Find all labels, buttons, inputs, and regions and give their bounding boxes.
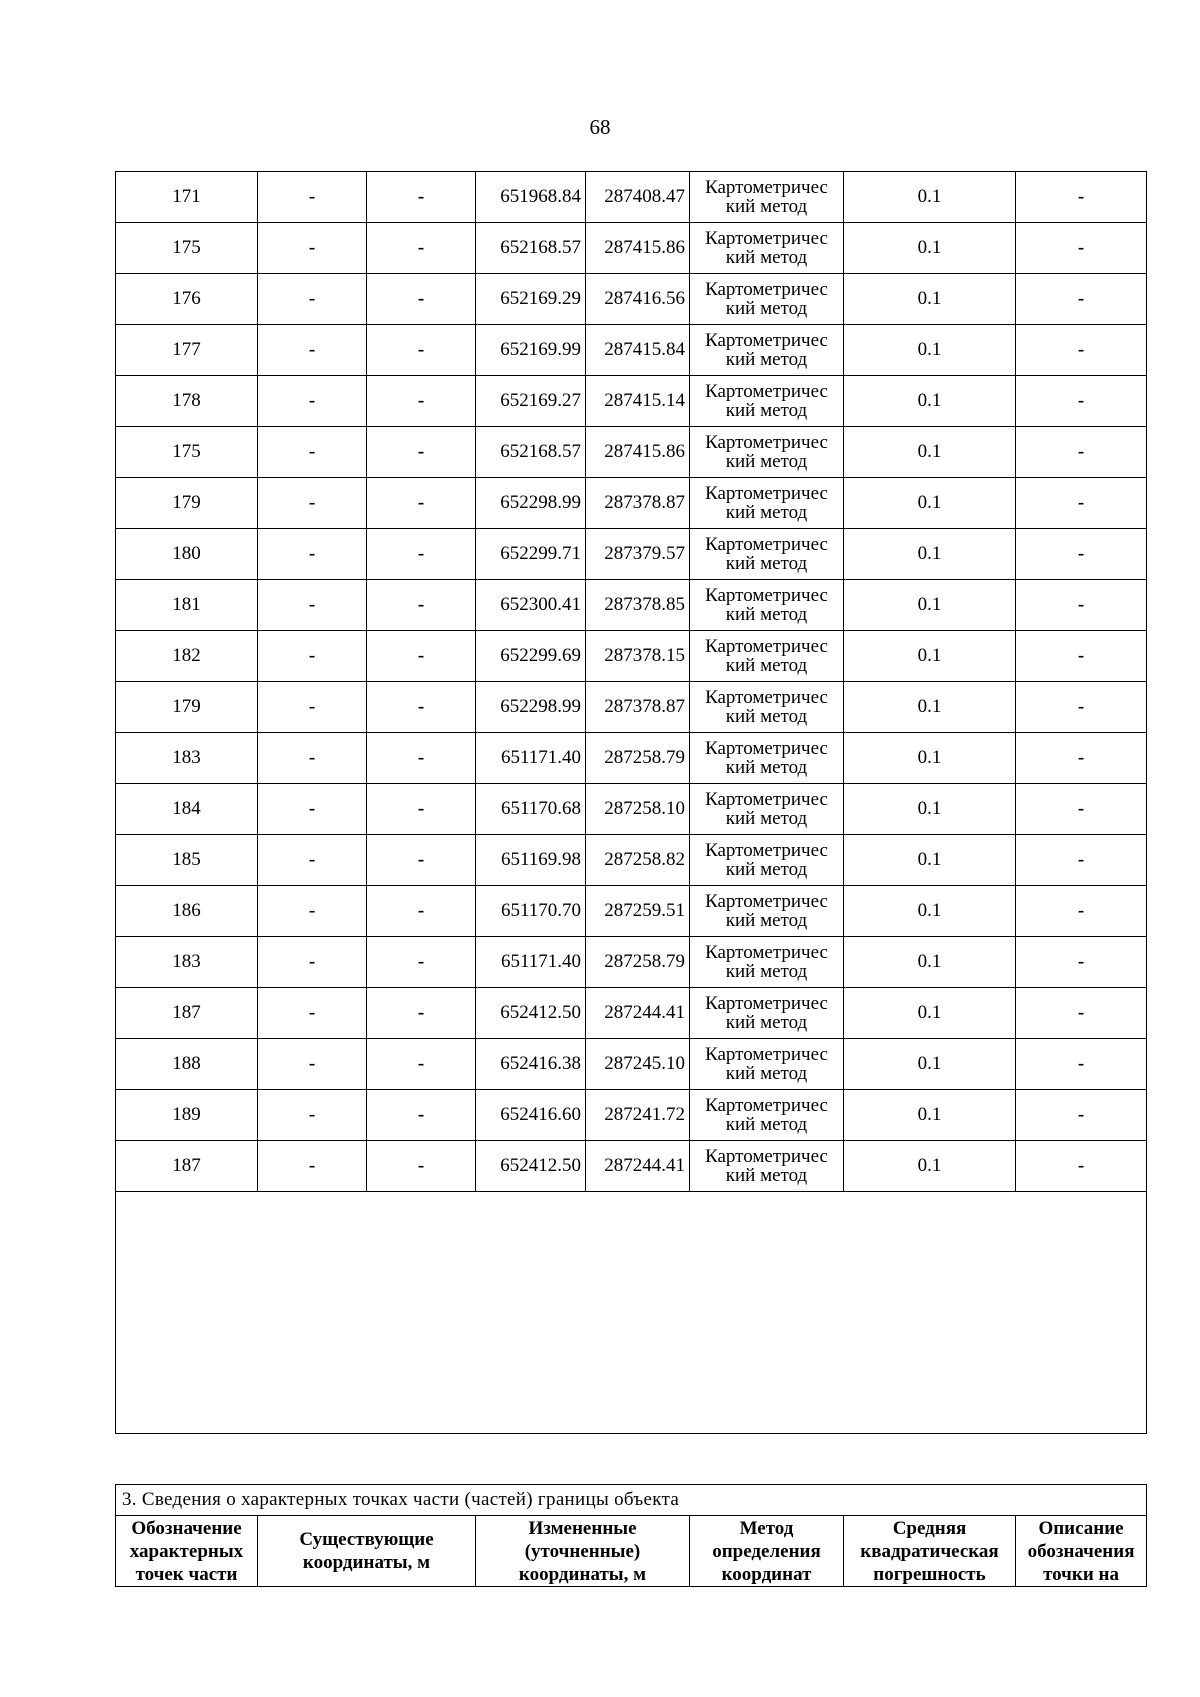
method-cell [690, 733, 844, 784]
description-cell: - [1016, 172, 1147, 223]
existing-y-cell: - [367, 325, 476, 376]
description-cell: - [1016, 1090, 1147, 1141]
existing-x-cell: - [258, 172, 367, 223]
description-cell: - [1016, 631, 1147, 682]
new-y-cell: 287258.82 [586, 835, 690, 886]
point-number-cell: 175 [116, 223, 258, 274]
method-cell [690, 784, 844, 835]
method-line: кий метод [725, 808, 808, 829]
method-cell [690, 529, 844, 580]
existing-x-cell: - [258, 478, 367, 529]
new-x-cell: 651171.40 [476, 937, 586, 988]
new-y-cell: 287415.86 [586, 427, 690, 478]
table-row [116, 223, 1147, 274]
method-cell [690, 325, 844, 376]
existing-y-cell: - [367, 478, 476, 529]
method-line: Картометричес [705, 585, 828, 606]
method-line: Картометричес [705, 1146, 828, 1167]
error-cell: 0.1 [844, 784, 1016, 835]
header-line: точек части [135, 1563, 238, 1585]
description-cell: - [1016, 988, 1147, 1039]
description-cell: - [1016, 223, 1147, 274]
new-x-cell: 652298.99 [476, 478, 586, 529]
header-line: координаты, м [302, 1552, 431, 1573]
description-cell: - [1016, 580, 1147, 631]
existing-x-cell: - [258, 1039, 367, 1090]
existing-y-cell: - [367, 223, 476, 274]
method-cell [690, 580, 844, 631]
method-line: кий метод [725, 349, 808, 370]
method-line: кий метод [725, 196, 808, 217]
method-cell [690, 427, 844, 478]
blank-area-row [116, 1192, 1147, 1434]
description-cell: - [1016, 886, 1147, 937]
section3-header-cell [690, 1516, 844, 1587]
method-cell [690, 682, 844, 733]
header-line: Существующие [299, 1529, 434, 1550]
existing-y-cell: - [367, 886, 476, 937]
method-line: Картометричес [705, 789, 828, 810]
header-line: координаты, м [518, 1563, 647, 1585]
existing-x-cell: - [258, 1141, 367, 1192]
method-line: Картометричес [705, 891, 828, 912]
table-row [116, 631, 1147, 682]
method-cell [690, 478, 844, 529]
method-cell [690, 937, 844, 988]
method-line: Картометричес [705, 993, 828, 1014]
new-x-cell: 651169.98 [476, 835, 586, 886]
method-cell [690, 886, 844, 937]
existing-y-cell: - [367, 1039, 476, 1090]
error-cell: 0.1 [844, 988, 1016, 1039]
error-cell: 0.1 [844, 325, 1016, 376]
method-cell [690, 223, 844, 274]
table-row [116, 580, 1147, 631]
points-table-body [116, 172, 1147, 1434]
header-line: Обозначение [131, 1517, 242, 1539]
new-y-cell: 287378.87 [586, 478, 690, 529]
method-line: Картометричес [705, 1044, 828, 1065]
error-cell: 0.1 [844, 580, 1016, 631]
method-line: кий метод [725, 1165, 808, 1186]
description-cell: - [1016, 1039, 1147, 1090]
new-y-cell: 287378.87 [586, 682, 690, 733]
new-y-cell: 287415.84 [586, 325, 690, 376]
new-x-cell: 652169.99 [476, 325, 586, 376]
new-x-cell: 652416.60 [476, 1090, 586, 1141]
existing-y-cell: - [367, 682, 476, 733]
new-x-cell: 651171.40 [476, 733, 586, 784]
point-number-cell: 186 [116, 886, 258, 937]
new-y-cell: 287378.15 [586, 631, 690, 682]
method-line: кий метод [725, 757, 808, 778]
table-row [116, 784, 1147, 835]
point-number-cell: 175 [116, 427, 258, 478]
error-cell: 0.1 [844, 1039, 1016, 1090]
error-cell: 0.1 [844, 274, 1016, 325]
method-line: кий метод [725, 553, 808, 574]
error-cell: 0.1 [844, 631, 1016, 682]
new-y-cell: 287258.10 [586, 784, 690, 835]
point-number-cell: 179 [116, 682, 258, 733]
new-x-cell: 652412.50 [476, 1141, 586, 1192]
new-x-cell: 652300.41 [476, 580, 586, 631]
header-line: обозначения [1027, 1540, 1135, 1562]
header-line: точки на [1043, 1563, 1119, 1585]
point-number-cell: 181 [116, 580, 258, 631]
section3-header-cell [844, 1516, 1016, 1587]
existing-x-cell: - [258, 733, 367, 784]
page-number: 68 [589, 115, 611, 139]
method-cell [690, 1090, 844, 1141]
existing-y-cell: - [367, 733, 476, 784]
existing-x-cell: - [258, 580, 367, 631]
description-cell: - [1016, 325, 1147, 376]
method-line: Картометричес [705, 432, 828, 453]
method-line: кий метод [725, 859, 808, 880]
existing-x-cell: - [258, 274, 367, 325]
existing-x-cell: - [258, 886, 367, 937]
existing-x-cell: - [258, 631, 367, 682]
new-x-cell: 652169.29 [476, 274, 586, 325]
existing-y-cell: - [367, 376, 476, 427]
existing-x-cell: - [258, 835, 367, 886]
table-row [116, 886, 1147, 937]
existing-y-cell: - [367, 427, 476, 478]
new-y-cell: 287259.51 [586, 886, 690, 937]
new-x-cell: 652298.99 [476, 682, 586, 733]
method-line: кий метод [725, 706, 808, 727]
existing-y-cell: - [367, 1141, 476, 1192]
point-number-cell: 179 [116, 478, 258, 529]
point-number-cell: 171 [116, 172, 258, 223]
method-line: Картометричес [705, 840, 828, 861]
new-x-cell: 652412.50 [476, 988, 586, 1039]
method-line: Картометричес [705, 1095, 828, 1116]
new-y-cell: 287244.41 [586, 988, 690, 1039]
new-y-cell: 287245.10 [586, 1039, 690, 1090]
description-cell: - [1016, 274, 1147, 325]
description-cell: - [1016, 937, 1147, 988]
method-cell [690, 1039, 844, 1090]
error-cell: 0.1 [844, 376, 1016, 427]
header-line: погрешность [873, 1563, 986, 1585]
header-line: Средняя [892, 1517, 967, 1539]
blank-area [116, 1192, 1147, 1434]
new-y-cell: 287258.79 [586, 937, 690, 988]
method-line: Картометричес [705, 279, 828, 300]
new-x-cell: 652299.69 [476, 631, 586, 682]
method-line: Картометричес [705, 687, 828, 708]
new-y-cell: 287241.72 [586, 1090, 690, 1141]
method-line: кий метод [725, 910, 808, 931]
existing-y-cell: - [367, 631, 476, 682]
existing-x-cell: - [258, 223, 367, 274]
error-cell: 0.1 [844, 835, 1016, 886]
table-row [116, 1090, 1147, 1141]
method-line: кий метод [725, 1063, 808, 1084]
description-cell: - [1016, 427, 1147, 478]
point-number-cell: 184 [116, 784, 258, 835]
table-row [116, 274, 1147, 325]
method-cell [690, 274, 844, 325]
error-cell: 0.1 [844, 937, 1016, 988]
existing-y-cell: - [367, 1090, 476, 1141]
header-line: (уточненные) [524, 1540, 641, 1562]
section3-header-cell [476, 1516, 690, 1587]
method-line: кий метод [725, 604, 808, 625]
point-number-cell: 189 [116, 1090, 258, 1141]
table-row [116, 1141, 1147, 1192]
description-cell: - [1016, 376, 1147, 427]
point-number-cell: 187 [116, 988, 258, 1039]
method-line: кий метод [725, 655, 808, 676]
point-number-cell: 185 [116, 835, 258, 886]
new-y-cell: 287415.86 [586, 223, 690, 274]
point-number-cell: 183 [116, 937, 258, 988]
new-y-cell: 287379.57 [586, 529, 690, 580]
section3-header-cell [1016, 1516, 1147, 1587]
table-row [116, 172, 1147, 223]
table-row [116, 529, 1147, 580]
table-row [116, 427, 1147, 478]
table-row [116, 835, 1147, 886]
error-cell: 0.1 [844, 223, 1016, 274]
section3-header-cell [258, 1516, 476, 1587]
error-cell: 0.1 [844, 682, 1016, 733]
section3-header-row [116, 1516, 1147, 1587]
method-line: Картометричес [705, 330, 828, 351]
existing-x-cell: - [258, 1090, 367, 1141]
method-line: Картометричес [705, 636, 828, 657]
table-row [116, 682, 1147, 733]
new-x-cell: 651170.70 [476, 886, 586, 937]
method-line: Картометричес [705, 534, 828, 555]
table-row [116, 988, 1147, 1039]
point-number-cell: 188 [116, 1039, 258, 1090]
method-cell [690, 835, 844, 886]
method-line: кий метод [725, 247, 808, 268]
new-x-cell: 652168.57 [476, 223, 586, 274]
error-cell: 0.1 [844, 1090, 1016, 1141]
existing-y-cell: - [367, 988, 476, 1039]
method-line: кий метод [725, 502, 808, 523]
method-cell [690, 988, 844, 1039]
header-line: характерных [129, 1540, 244, 1562]
method-line: кий метод [725, 298, 808, 319]
description-cell: - [1016, 529, 1147, 580]
description-cell: - [1016, 835, 1147, 886]
method-line: Картометричес [705, 177, 828, 198]
new-y-cell: 287378.85 [586, 580, 690, 631]
existing-x-cell: - [258, 937, 367, 988]
new-x-cell: 652416.38 [476, 1039, 586, 1090]
new-y-cell: 287408.47 [586, 172, 690, 223]
header-line: Описание [1038, 1517, 1124, 1539]
new-x-cell: 651968.84 [476, 172, 586, 223]
point-number-cell: 180 [116, 529, 258, 580]
existing-x-cell: - [258, 427, 367, 478]
method-line: Картометричес [705, 738, 828, 759]
error-cell: 0.1 [844, 172, 1016, 223]
point-number-cell: 178 [116, 376, 258, 427]
table-row [116, 325, 1147, 376]
table-row [116, 733, 1147, 784]
existing-y-cell: - [367, 529, 476, 580]
method-cell [690, 172, 844, 223]
point-number-cell: 176 [116, 274, 258, 325]
new-y-cell: 287416.56 [586, 274, 690, 325]
description-cell: - [1016, 733, 1147, 784]
method-cell [690, 631, 844, 682]
existing-x-cell: - [258, 988, 367, 1039]
new-y-cell: 287415.14 [586, 376, 690, 427]
table-row [116, 937, 1147, 988]
new-x-cell: 652169.27 [476, 376, 586, 427]
existing-y-cell: - [367, 784, 476, 835]
existing-x-cell: - [258, 325, 367, 376]
table-row [116, 376, 1147, 427]
existing-x-cell: - [258, 682, 367, 733]
header-line: Метод [739, 1517, 794, 1539]
point-number-cell: 177 [116, 325, 258, 376]
point-number-cell: 187 [116, 1141, 258, 1192]
new-x-cell: 651170.68 [476, 784, 586, 835]
new-x-cell: 652299.71 [476, 529, 586, 580]
section3-title: 3. Сведения о характерных точках части (частей) границы объекта [116, 1485, 1147, 1516]
method-line: кий метод [725, 400, 808, 421]
existing-x-cell: - [258, 529, 367, 580]
method-cell [690, 376, 844, 427]
error-cell: 0.1 [844, 427, 1016, 478]
description-cell: - [1016, 784, 1147, 835]
header-line: квадратическая [860, 1540, 999, 1562]
new-y-cell: 287258.79 [586, 733, 690, 784]
header-line: координат [721, 1563, 812, 1585]
section3-table [115, 1484, 1147, 1587]
method-line: кий метод [725, 451, 808, 472]
method-line: Картометричес [705, 483, 828, 504]
existing-y-cell: - [367, 835, 476, 886]
existing-y-cell: - [367, 274, 476, 325]
header-line: определения [712, 1540, 821, 1562]
existing-y-cell: - [367, 937, 476, 988]
new-x-cell: 652168.57 [476, 427, 586, 478]
method-line: кий метод [725, 1114, 808, 1135]
error-cell: 0.1 [844, 1141, 1016, 1192]
error-cell: 0.1 [844, 478, 1016, 529]
section3-header-cell [116, 1516, 258, 1587]
existing-y-cell: - [367, 580, 476, 631]
error-cell: 0.1 [844, 733, 1016, 784]
method-line: Картометричес [705, 228, 828, 249]
error-cell: 0.1 [844, 886, 1016, 937]
points-table [115, 171, 1147, 1434]
method-line: кий метод [725, 1012, 808, 1033]
description-cell: - [1016, 478, 1147, 529]
method-line: Картометричес [705, 381, 828, 402]
description-cell: - [1016, 1141, 1147, 1192]
description-cell: - [1016, 682, 1147, 733]
existing-x-cell: - [258, 784, 367, 835]
point-number-cell: 182 [116, 631, 258, 682]
method-line: кий метод [725, 961, 808, 982]
existing-y-cell: - [367, 172, 476, 223]
error-cell: 0.1 [844, 529, 1016, 580]
point-number-cell: 183 [116, 733, 258, 784]
table-row [116, 1039, 1147, 1090]
method-line: Картометричес [705, 942, 828, 963]
method-cell [690, 1141, 844, 1192]
new-y-cell: 287244.41 [586, 1141, 690, 1192]
existing-x-cell: - [258, 376, 367, 427]
table-row [116, 478, 1147, 529]
header-line: Измененные [528, 1517, 637, 1539]
